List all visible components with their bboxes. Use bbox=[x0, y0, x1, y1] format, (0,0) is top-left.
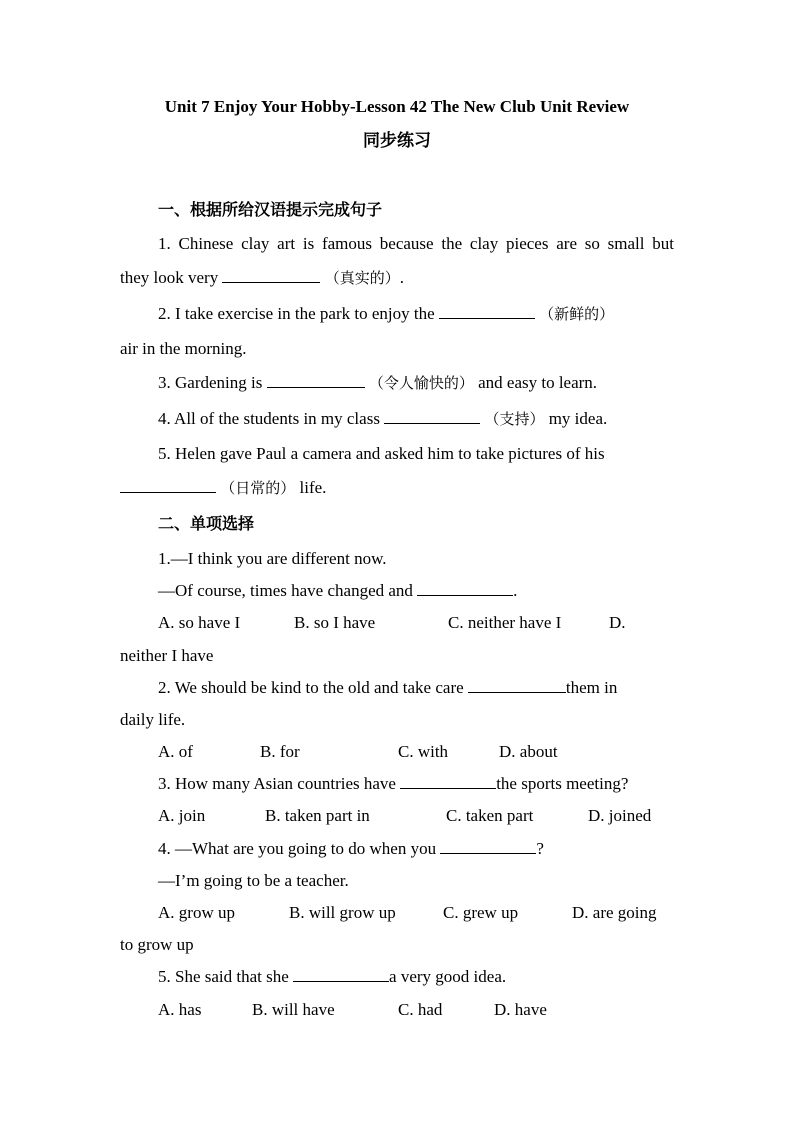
option-b: B. will have bbox=[252, 1000, 335, 1019]
p1-q4-end: my idea. bbox=[548, 409, 608, 428]
p2-q4-option-wrap: to grow up bbox=[120, 935, 194, 954]
p1-q1-line1: 1. Chinese clay art is famous because the clay pieces are so small but bbox=[158, 234, 674, 253]
p2-q4-end: ? bbox=[536, 839, 544, 858]
hint-text: （真实的） bbox=[324, 269, 400, 287]
p2-q1-text: —Of course, times have changed and bbox=[158, 581, 413, 600]
p2-q3-text: 3. How many Asian countries have bbox=[158, 774, 396, 793]
p1-q3-end: and easy to learn. bbox=[478, 373, 598, 392]
p2-q1-line1: 1.—I think you are different now. bbox=[158, 549, 387, 568]
p1-q1-end: . bbox=[399, 268, 404, 287]
p1-q3 bbox=[158, 372, 597, 394]
p2-q2-after: them in bbox=[565, 678, 618, 697]
p2-q1-line2 bbox=[158, 580, 517, 602]
section-heading-2: 二、单项选择 bbox=[158, 514, 255, 533]
p2-q2-line1 bbox=[158, 677, 617, 699]
section-heading-1: 一、根据所给汉语提示完成句子 bbox=[158, 200, 383, 219]
answer-blank bbox=[293, 967, 389, 982]
option-b: B. taken part in bbox=[265, 806, 370, 825]
answer-blank bbox=[267, 373, 365, 388]
hint-text: （支持） bbox=[484, 410, 545, 428]
p1-q4 bbox=[158, 408, 607, 430]
p1-q2-text: 2. I take exercise in the park to enjoy the bbox=[158, 304, 435, 323]
hint-text: （新鲜的） bbox=[539, 305, 615, 323]
p2-q5-line1 bbox=[158, 966, 506, 988]
p2-q3-after: the sports meeting? bbox=[496, 774, 629, 793]
option-c: C. had bbox=[398, 1000, 443, 1019]
p2-q5-text: 5. She said that she bbox=[158, 967, 289, 986]
p2-q1-end: . bbox=[513, 581, 518, 600]
option-a: A. join bbox=[158, 806, 206, 825]
answer-blank bbox=[120, 478, 216, 493]
option-b: B. for bbox=[260, 742, 300, 761]
option-c: C. grew up bbox=[443, 903, 519, 922]
option-b: B. so I have bbox=[294, 613, 376, 632]
option-c: C. with bbox=[398, 742, 449, 761]
answer-blank bbox=[222, 268, 320, 283]
hint-text: （令人愉快的） bbox=[368, 374, 474, 392]
option-d: D. about bbox=[499, 742, 558, 761]
p2-q4-line1 bbox=[158, 838, 544, 860]
p2-q2-text: 2. We should be kind to the old and take care bbox=[158, 678, 464, 697]
option-a: A. so have I bbox=[158, 613, 241, 632]
page-subtitle: 同步练习 bbox=[363, 131, 431, 151]
p2-q1-option-wrap: neither I have bbox=[120, 646, 214, 665]
p1-q1-text: they look very bbox=[120, 268, 219, 287]
answer-blank bbox=[384, 409, 480, 424]
p1-q5-line2 bbox=[120, 477, 326, 499]
p1-q1-line2 bbox=[120, 267, 404, 289]
p2-q2-line2: daily life. bbox=[120, 710, 186, 729]
p2-q4-text: 4. —What are you going to do when you bbox=[158, 839, 437, 858]
option-d: D. joined bbox=[588, 806, 652, 825]
option-c: C. neither have I bbox=[448, 613, 562, 632]
option-d: D. have bbox=[494, 1000, 547, 1019]
option-a: A. grow up bbox=[158, 903, 235, 922]
answer-blank bbox=[400, 774, 496, 789]
p1-q4-text: 4. All of the students in my class bbox=[158, 409, 380, 428]
p1-q2-line2: air in the morning. bbox=[120, 339, 247, 358]
hint-text: （日常的） bbox=[220, 479, 296, 497]
p1-q3-text: 3. Gardening is bbox=[158, 373, 263, 392]
answer-blank bbox=[439, 304, 535, 319]
p1-q5-end: life. bbox=[299, 478, 327, 497]
p1-q5-line1: 5. Helen gave Paul a camera and asked him to take pictures of his bbox=[158, 444, 605, 463]
option-d: D. bbox=[609, 613, 626, 632]
p2-q3-line1 bbox=[158, 773, 628, 795]
option-b: B. will grow up bbox=[289, 903, 396, 922]
p1-q2-line1 bbox=[158, 303, 614, 325]
option-d: D. are going bbox=[572, 903, 657, 922]
answer-blank bbox=[440, 839, 536, 854]
p2-q5-after: a very good idea. bbox=[389, 967, 507, 986]
option-a: A. has bbox=[158, 1000, 202, 1019]
answer-blank bbox=[468, 678, 566, 693]
option-a: A. of bbox=[158, 742, 193, 761]
answer-blank bbox=[417, 581, 513, 596]
p2-q4-line2: —I’m going to be a teacher. bbox=[158, 871, 349, 890]
page-title: Unit 7 Enjoy Your Hobby-Lesson 42 The New Club Unit Review bbox=[164, 97, 630, 116]
option-c: C. taken part bbox=[446, 806, 534, 825]
